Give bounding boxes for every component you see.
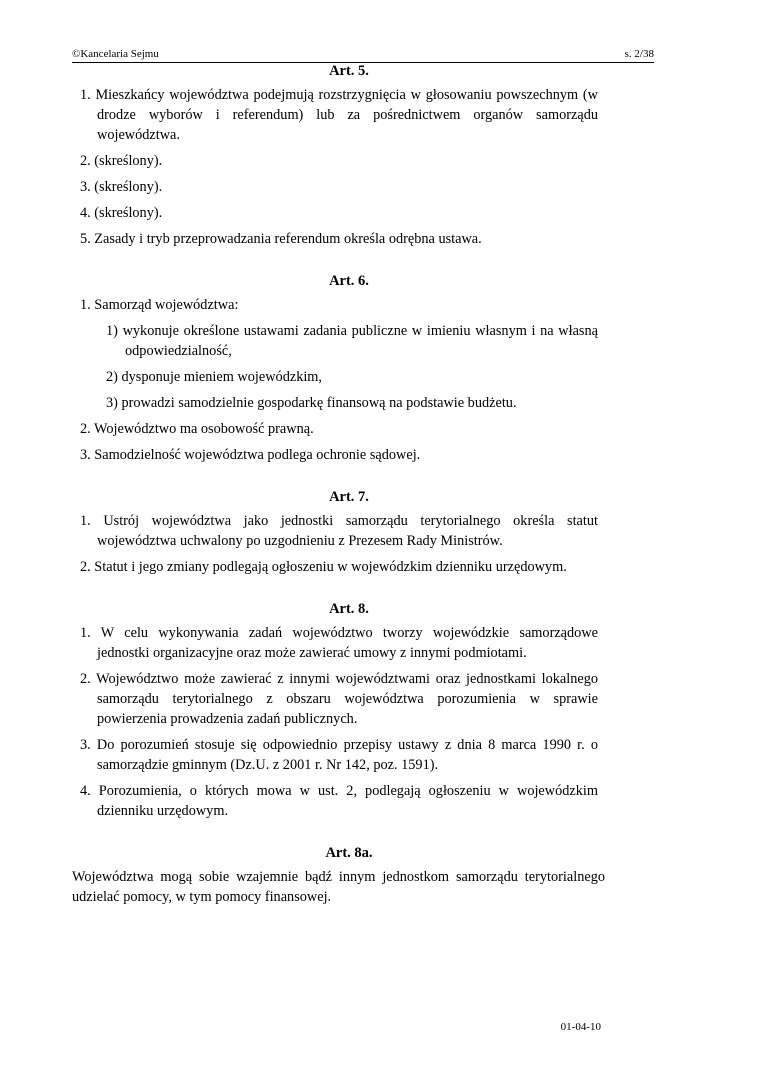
article-5-paragraph: 3. (skreślony). (80, 179, 163, 195)
article-8a-title: Art. 8a. (325, 845, 373, 861)
article-8a-text: Województwa mogą sobie wzajemnie bądź innym jednostkom samorządu terytorialnego udzielać pomocy, w tym pomocy finansowej. (72, 869, 605, 905)
article-8-paragraph: 4. Porozumienia, o których mowa w ust. 2, podlegają ogłoszeniu w wojewódzkim dzienniku urzędowym. (80, 783, 598, 819)
document-body (72, 61, 605, 907)
article-7-paragraph: 2. Statut i jego zmiany podlegają ogłoszeniu w wojewódzkim dzienniku urzędowym. (80, 559, 567, 575)
article-5-paragraph: 1. Mieszkańcy województwa podejmują rozstrzygnięcia w głosowaniu powszechnym (w drodze wyborów i referendum) lub za pośrednictwem organów samorządu województwa. (80, 87, 598, 143)
article-6-paragraph: 3. Samodzielność województwa podlega ochronie sądowej. (80, 447, 421, 463)
article-6-point: 1) wykonuje określone ustawami zadania publiczne w imieniu własnym i na własną odpowiedzialność, (106, 323, 598, 359)
page-number: s. 2/38 (624, 48, 654, 60)
article-6-title: Art. 6. (329, 273, 369, 289)
page-footer-date: 01-04-10 (560, 1021, 601, 1033)
article-8-title: Art. 8. (329, 601, 369, 617)
article-6-paragraph: 2. Województwo ma osobowość prawną. (80, 421, 314, 437)
article-6-point: 2) dysponuje mieniem wojewódzkim, (106, 369, 323, 385)
article-8-paragraph: 3. Do porozumień stosuje się odpowiednio przepisy ustawy z dnia 8 marca 1990 r. o samorządzie gminnym (Dz.U. z 2001 r. Nr 142, poz. 1591). (80, 737, 598, 773)
article-7-paragraph: 1. Ustrój województwa jako jednostki samorządu terytorialnego określa statut województwa uchwalony po uzgodnieniu z Prezesem Rady Ministrów. (80, 513, 598, 549)
publisher-label: ©Kancelaria Sejmu (72, 48, 159, 60)
article-8-paragraph: 1. W celu wykonywania zadań województwo tworzy wojewódzkie samorządowe jednostki organizacyjne oraz może zawierać umowy z innymi podmiotami. (80, 625, 598, 661)
article-7-title: Art. 7. (329, 489, 369, 505)
article-6-point: 3) prowadzi samodzielnie gospodarkę finansową na podstawie budżetu. (106, 395, 517, 411)
article-6-paragraph: 1. Samorząd województwa: (80, 297, 239, 313)
article-5-paragraph: 2. (skreślony). (80, 153, 163, 169)
article-5-paragraph: 4. (skreślony). (80, 205, 163, 221)
article-5-paragraph: 5. Zasady i tryb przeprowadzania referendum określa odrębna ustawa. (80, 231, 482, 247)
article-5-title: Art. 5. (329, 63, 369, 79)
article-8-paragraph: 2. Województwo może zawierać z innymi województwami oraz jednostkami lokalnego samorządu terytorialnego z obszaru województwa porozumienia w sprawie powierzenia prowadzenia zadań publicznych. (80, 671, 598, 727)
